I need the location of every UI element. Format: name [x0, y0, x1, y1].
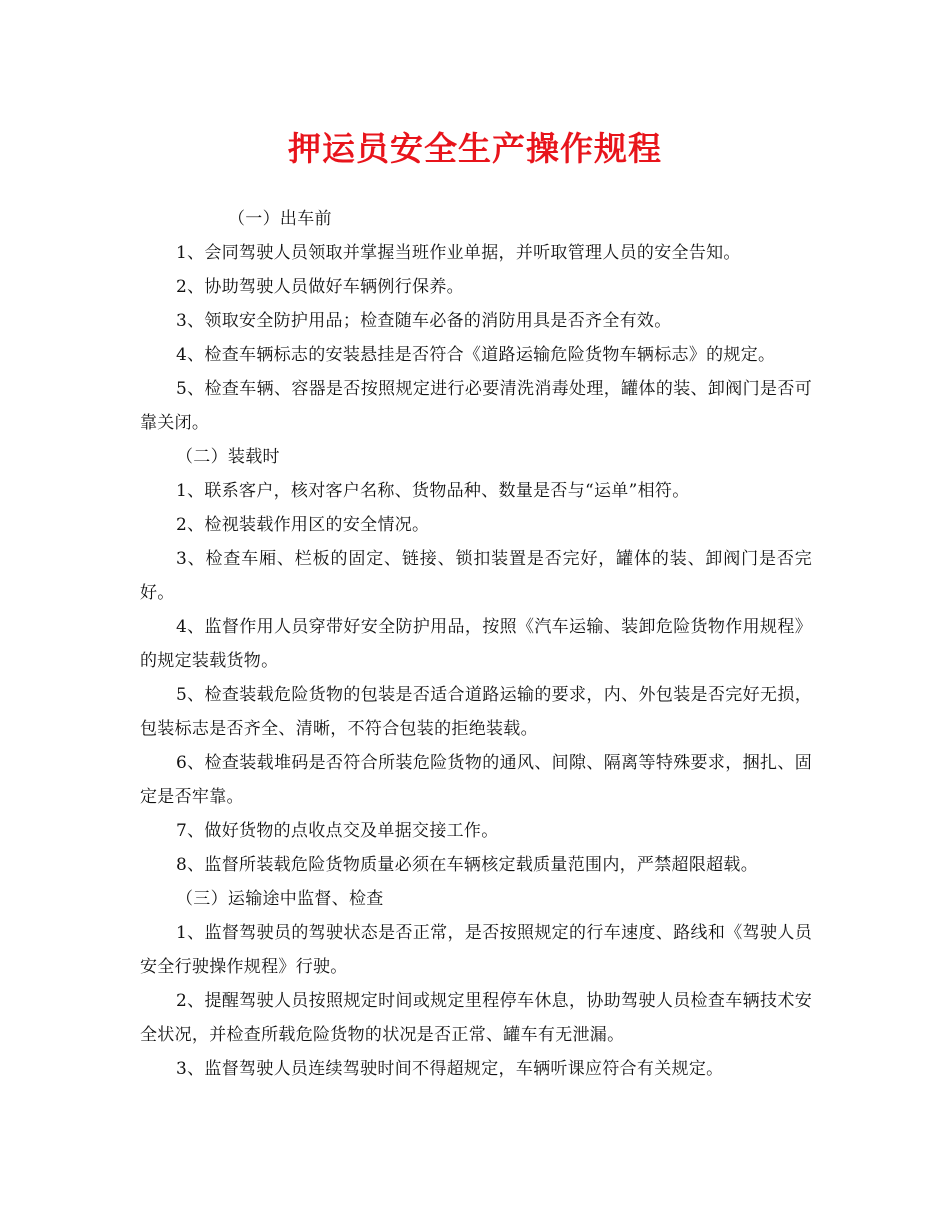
list-item: 2、检视装载作用区的安全情况。 — [176, 515, 430, 535]
document-body — [140, 202, 812, 1086]
list-item: 6、检查装载堆码是否符合所装危险货物的通风、间隙、隔离等特殊要求，捆扎、固定是否牢靠。 — [140, 753, 812, 807]
list-item: 5、检查装载危险货物的包装是否适合道路运输的要求，内、外包装是否完好无损，包装标志是否齐全、清晰，不符合包装的拒绝装载。 — [140, 685, 812, 739]
list-item: 2、提醒驾驶人员按照规定时间或规定里程停车休息，协助驾驶人员检查车辆技术安全状况，并检查所载危险货物的状况是否正常、罐车有无泄漏。 — [140, 991, 812, 1045]
section-heading-loading: （二）装载时 — [176, 447, 280, 467]
list-item: 3、领取安全防护用品；检查随车必备的消防用具是否齐全有效。 — [176, 311, 672, 331]
list-item: 3、监督驾驶人员连续驾驶时间不得超规定，车辆听课应符合有关规定。 — [176, 1059, 724, 1079]
list-item: 4、检查车辆标志的安装悬挂是否符合《道路运输危险货物车辆标志》的规定。 — [176, 345, 776, 365]
list-item: 2、协助驾驶人员做好车辆例行保养。 — [176, 277, 464, 297]
section-heading-before-departure: （一）出车前 — [228, 209, 332, 229]
section-heading-transport-supervision: （三）运输途中监督、检查 — [176, 889, 384, 909]
list-item: 1、联系客户，核对客户名称、货物品种、数量是否与“运单”相符。 — [176, 481, 690, 501]
list-item: 5、检查车辆、容器是否按照规定进行必要清洗消毒处理，罐体的装、卸阀门是否可靠关闭。 — [140, 379, 812, 433]
list-item: 8、监督所装载危险货物质量必须在车辆核定载质量范围内，严禁超限超载。 — [176, 855, 759, 875]
list-item: 1、监督驾驶员的驾驶状态是否正常，是否按照规定的行车速度、路线和《驾驶人员安全行驶操作规程》行驶。 — [140, 923, 812, 977]
list-item: 7、做好货物的点收点交及单据交接工作。 — [176, 821, 499, 841]
list-item: 3、检查车厢、栏板的固定、链接、锁扣装置是否完好，罐体的装、卸阀门是否完好。 — [140, 549, 812, 603]
document-title: 押运员安全生产操作规程 — [288, 129, 662, 168]
list-item: 4、监督作用人员穿带好安全防护用品，按照《汽车运输、装卸危险货物作用规程》的规定装载货物。 — [140, 617, 812, 671]
list-item: 1、会同驾驶人员领取并掌握当班作业单据，并听取管理人员的安全告知。 — [176, 243, 741, 263]
